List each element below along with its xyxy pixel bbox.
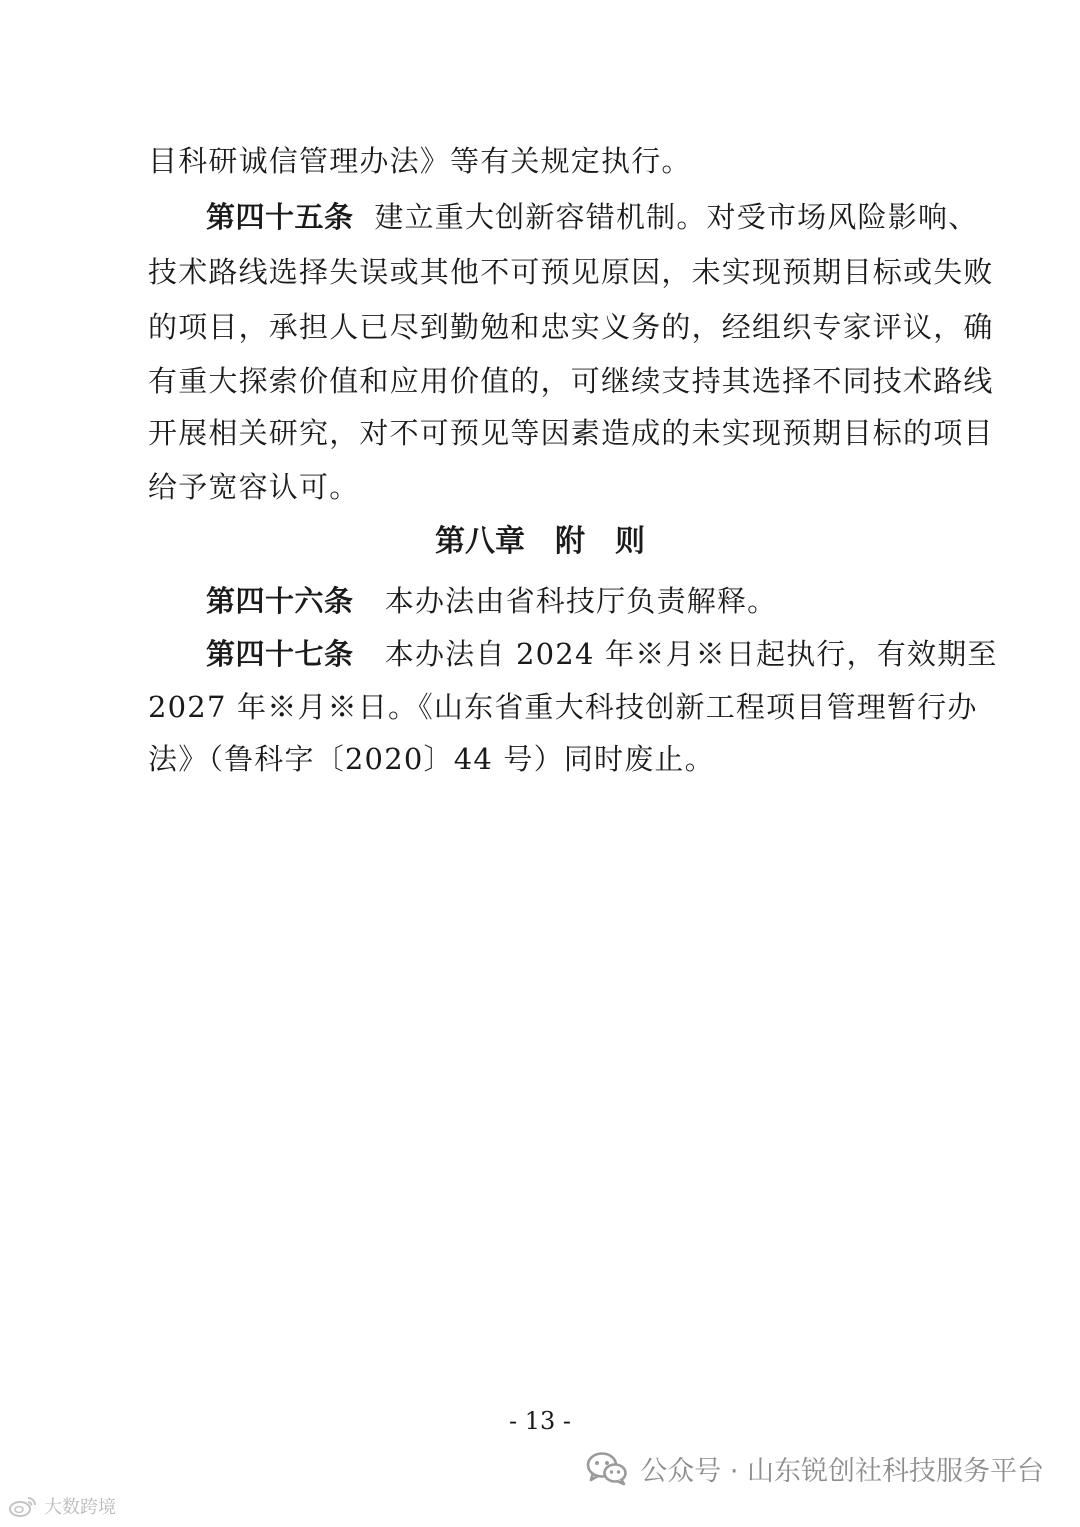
article-45-line-1 [148, 197, 979, 237]
article-47-line-3: 法》（鲁科字〔2020〕44 号）同时废止。 [148, 742, 715, 776]
article-45-label: 第四十五条 [206, 200, 354, 234]
chapter-heading: 第八章 附 则 [435, 524, 645, 559]
article-46-label: 第四十六条 [206, 584, 354, 618]
article-45-line-2: 技术路线选择失误或其他不可预见原因，未实现预期目标或失败 [148, 255, 994, 289]
weibo-watermark [8, 1492, 116, 1520]
article-47-label: 第四十七条 [206, 637, 354, 671]
article-47-line-2: 2027 年※月※日。《山东省重大科技创新工程项目管理暂行办 [148, 690, 978, 724]
weibo-icon [8, 1494, 38, 1518]
paragraph-continuation-line: 目科研诚信管理办法》等有关规定执行。 [148, 144, 692, 178]
article-46-line-1 [148, 581, 948, 621]
article-47-text: 本办法自 2024 年※月※日起执行，有效期至 [384, 637, 998, 671]
article-47-line-1 [148, 634, 998, 674]
article-45-line-6: 给予宽容认可。 [148, 470, 360, 504]
weibo-account-text: 大数跨境 [44, 1497, 116, 1518]
wechat-watermark [586, 1448, 1044, 1488]
article-45-line-4: 有重大探索价值和应用价值的，可继续支持其选择不同技术路线 [148, 364, 994, 398]
wechat-icon [586, 1450, 628, 1486]
wechat-account-text: 公众号 · 山东锐创社科技服务平台 [640, 1455, 1044, 1487]
article-45-line-5: 开展相关研究，对不可预见等因素造成的未实现预期目标的项目 [148, 416, 994, 450]
article-45-line-3: 的项目，承担人已尽到勤勉和忠实义务的，经组织专家评议，确 [148, 310, 994, 344]
article-46-text: 本办法由省科技厅负责解释。 [384, 584, 778, 618]
page-number: - 13 - [508, 1407, 571, 1435]
article-45-text: 建立重大创新容错机制。对受市场风险影响、 [374, 200, 979, 234]
